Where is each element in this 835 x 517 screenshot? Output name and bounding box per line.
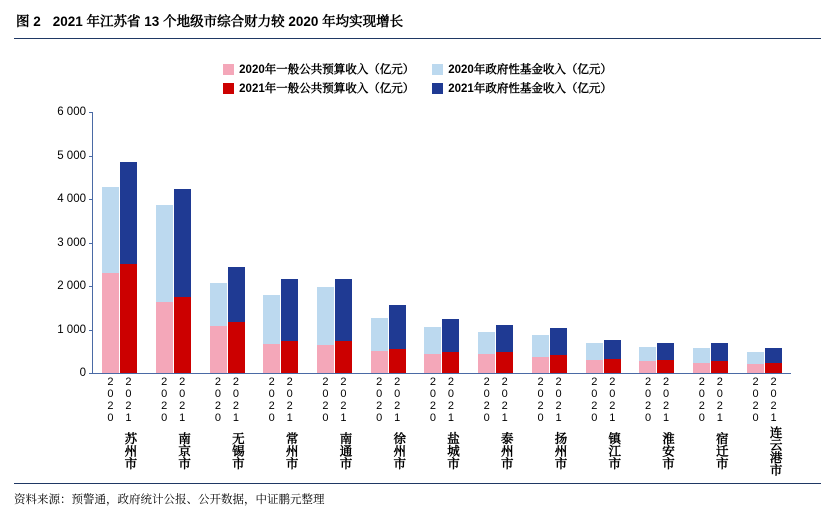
bar-segment-fund-income	[639, 347, 656, 362]
bar[interactable]	[317, 287, 334, 373]
bar[interactable]	[693, 348, 710, 373]
bar-segment-fund-income	[102, 187, 119, 273]
legend-label: 2021年政府性基金收入（亿元）	[448, 83, 612, 95]
bar[interactable]	[335, 279, 352, 373]
x-group-years	[747, 376, 782, 422]
x-group-years	[693, 376, 728, 422]
bar-segment-public-budget-income	[586, 360, 603, 373]
x-axis-city-label: 盐城市	[445, 432, 460, 470]
bar[interactable]	[389, 305, 406, 374]
bar-segment-fund-income	[496, 325, 513, 352]
bar-segment-fund-income	[156, 205, 173, 302]
bar[interactable]	[210, 283, 227, 373]
bar[interactable]	[657, 343, 674, 373]
legend-row	[223, 80, 612, 96]
bar[interactable]	[765, 348, 782, 373]
bar-group	[156, 112, 191, 373]
bar[interactable]	[604, 340, 621, 373]
y-axis-tick-label: 6 000	[57, 106, 86, 118]
bar-segment-public-budget-income	[102, 273, 119, 373]
x-group-years	[585, 376, 620, 422]
figure-title-bar	[14, 0, 821, 39]
x-axis-city-label: 连云港市	[768, 426, 783, 476]
x-axis-year-label: 2021	[713, 376, 726, 424]
x-axis-year-label: 2020	[588, 376, 601, 424]
bar-group	[747, 112, 782, 373]
bar-group	[478, 112, 513, 373]
x-group-years	[316, 376, 351, 422]
bar-segment-public-budget-income	[442, 352, 459, 373]
y-axis-tick-mark	[89, 156, 93, 157]
bar-group	[586, 112, 621, 373]
chart-plot-area	[14, 104, 821, 476]
x-axis-year-label: 2021	[122, 376, 135, 424]
bar[interactable]	[442, 319, 459, 373]
source-note: 资料来源：预警通，政府统计公报、公开数据，中证鹏元整理	[14, 483, 821, 507]
bar-segment-fund-income	[586, 343, 603, 360]
legend-swatch-icon	[223, 64, 234, 75]
x-group-years	[478, 376, 513, 422]
chart-legend	[14, 61, 821, 96]
bar-group	[424, 112, 459, 373]
bar[interactable]	[174, 189, 191, 373]
bar[interactable]	[496, 325, 513, 373]
bar-group	[532, 112, 567, 373]
x-axis-year-label: 2021	[229, 376, 242, 424]
x-axis-year-label: 2021	[337, 376, 350, 424]
figure-label: 图 2	[16, 14, 41, 29]
bar[interactable]	[639, 347, 656, 373]
x-axis-year-label: 2021	[283, 376, 296, 424]
bar-segment-public-budget-income	[711, 361, 728, 373]
legend-item[interactable]	[432, 80, 612, 96]
bar-segment-public-budget-income	[693, 363, 710, 373]
bar[interactable]	[371, 318, 388, 373]
x-group-years	[370, 376, 405, 422]
x-axis-city-label: 镇江市	[606, 432, 621, 470]
y-axis-tick-mark	[89, 199, 93, 200]
bar-segment-fund-income	[765, 348, 782, 363]
bar-segment-fund-income	[478, 332, 495, 354]
y-axis-tick-mark	[89, 286, 93, 287]
x-group-years	[639, 376, 674, 422]
legend-item[interactable]	[223, 61, 414, 77]
y-axis-tick-mark	[89, 243, 93, 244]
y-axis-tick-mark	[89, 373, 93, 374]
x-axis-city-label: 徐州市	[391, 432, 406, 470]
x-axis-year-label: 2021	[767, 376, 780, 424]
bar[interactable]	[711, 343, 728, 373]
bar[interactable]	[156, 205, 173, 373]
x-axis-city-label: 扬州市	[553, 432, 567, 470]
bar[interactable]	[586, 343, 603, 373]
bar[interactable]	[424, 327, 441, 373]
legend-item[interactable]	[432, 61, 612, 77]
x-axis-year-label: 2021	[606, 376, 619, 424]
bar[interactable]	[550, 328, 567, 373]
bar[interactable]	[747, 352, 764, 373]
bar-segment-fund-income	[389, 305, 406, 349]
bar-group	[317, 112, 352, 373]
x-axis-year-label: 2020	[373, 376, 386, 424]
x-axis-city-label: 苏州市	[122, 432, 137, 470]
x-axis-city-label: 常州市	[284, 432, 299, 470]
x-group-years	[532, 376, 567, 422]
y-axis-tick-label: 0	[79, 367, 86, 379]
legend-label: 2021年一般公共预算收入（亿元）	[239, 83, 415, 95]
bar-segment-public-budget-income	[120, 264, 137, 373]
bar-segment-fund-income	[442, 319, 459, 352]
y-axis-tick-label: 2 000	[57, 280, 86, 292]
bar[interactable]	[478, 332, 495, 373]
bar[interactable]	[281, 279, 298, 373]
y-axis-tick-label: 4 000	[57, 193, 86, 205]
bar-segment-fund-income	[532, 335, 549, 357]
bar-segment-public-budget-income	[532, 357, 549, 373]
bar-segment-public-budget-income	[389, 349, 406, 373]
bar-group	[693, 112, 728, 373]
x-axis-year-label: 2020	[319, 376, 332, 424]
x-axis-year-label: 2021	[391, 376, 404, 424]
x-axis-year-label: 2020	[642, 376, 655, 424]
x-group-years	[209, 376, 244, 422]
x-axis-city-label: 南京市	[176, 432, 191, 470]
x-axis-city-label: 南通市	[337, 432, 352, 470]
y-axis-tick-mark	[89, 330, 93, 331]
bar-segment-public-budget-income	[371, 351, 388, 373]
bar-segment-fund-income	[693, 348, 710, 363]
x-axis-year-label: 2021	[552, 376, 565, 424]
x-axis-year-label: 2020	[265, 376, 278, 424]
bar-segment-fund-income	[317, 287, 334, 346]
bar-segment-public-budget-income	[263, 344, 280, 373]
bar[interactable]	[120, 162, 137, 373]
bar-segment-fund-income	[371, 318, 388, 351]
bar-segment-fund-income	[604, 340, 621, 358]
bar-segment-fund-income	[228, 267, 245, 321]
x-axis-year-label: 2020	[104, 376, 117, 424]
legend-swatch-icon	[223, 83, 234, 94]
x-axis-year-label: 2020	[534, 376, 547, 424]
bar-group	[210, 112, 245, 373]
bar[interactable]	[532, 335, 549, 373]
page-title: 2021 年江苏省 13 个地级市综合财力较 2020 年均实现增长	[52, 14, 404, 29]
x-axis-year-label: 2020	[211, 376, 224, 424]
legend-item[interactable]	[223, 80, 414, 96]
x-axis-year-label: 2021	[444, 376, 457, 424]
y-axis-tick-label: 3 000	[57, 236, 86, 249]
y-axis-tick-label: 1 000	[57, 323, 86, 336]
bar-segment-public-budget-income	[424, 354, 441, 373]
bar-segment-fund-income	[424, 327, 441, 354]
bar-group	[263, 112, 298, 373]
x-group-years	[424, 376, 459, 422]
x-axis-city-labels	[92, 426, 791, 476]
bar-segment-fund-income	[550, 328, 567, 354]
bar-segment-fund-income	[335, 279, 352, 341]
x-group-years	[263, 376, 298, 422]
x-axis-year-label: 2021	[498, 376, 511, 424]
chart-axes	[57, 106, 791, 379]
bar-segment-public-budget-income	[604, 359, 621, 373]
bar-segment-fund-income	[657, 343, 674, 360]
bar[interactable]	[102, 187, 119, 373]
bar-groups	[93, 112, 791, 373]
x-axis-city-label: 淮安市	[660, 432, 675, 470]
bar-group	[639, 112, 674, 373]
bar-group	[371, 112, 406, 373]
bar-segment-fund-income	[747, 352, 764, 364]
legend-row	[223, 61, 612, 77]
bar-segment-public-budget-income	[228, 322, 245, 373]
x-axis-year-label: 2020	[749, 376, 762, 424]
bar-segment-public-budget-income	[281, 341, 298, 373]
bar-segment-fund-income	[120, 162, 137, 264]
bar-segment-fund-income	[263, 295, 280, 344]
x-axis-year-label: 2020	[480, 376, 493, 424]
x-axis-city-label: 宿迁市	[714, 432, 729, 470]
bar-segment-public-budget-income	[550, 355, 567, 373]
legend-swatch-icon	[432, 64, 443, 75]
legend-label: 2020年一般公共预算收入（亿元）	[239, 64, 415, 76]
x-group-years	[155, 376, 190, 422]
y-axis-tick-label: 5 000	[57, 149, 86, 162]
x-axis-year-label: 2020	[158, 376, 171, 424]
bar-segment-public-budget-income	[639, 361, 656, 373]
bar-segment-public-budget-income	[747, 364, 764, 373]
x-axis-city-label: 无锡市	[230, 432, 245, 470]
bar[interactable]	[228, 267, 245, 373]
legend-swatch-icon	[432, 83, 443, 94]
x-axis-year-labels	[92, 376, 791, 422]
y-axis-tick-mark	[89, 112, 93, 113]
bar-group	[102, 112, 137, 373]
bar-segment-public-budget-income	[317, 345, 334, 373]
bar-segment-public-budget-income	[210, 326, 227, 373]
bar-segment-public-budget-income	[765, 363, 782, 373]
bar-segment-fund-income	[174, 189, 191, 297]
legend-label: 2020年政府性基金收入（亿元）	[448, 64, 612, 76]
bar-segment-fund-income	[711, 343, 728, 361]
bar-segment-public-budget-income	[174, 297, 191, 373]
bar-segment-fund-income	[281, 279, 298, 341]
x-group-years	[101, 376, 136, 422]
bar-segment-public-budget-income	[335, 341, 352, 373]
bar-segment-public-budget-income	[156, 302, 173, 373]
x-axis-year-label: 2020	[426, 376, 439, 424]
x-axis-city-label: 泰州市	[499, 432, 514, 470]
bar-segment-public-budget-income	[478, 354, 495, 373]
bar-segment-public-budget-income	[496, 352, 513, 373]
x-axis-year-label: 2020	[695, 376, 708, 424]
bar[interactable]	[263, 295, 280, 373]
x-axis-year-label: 2021	[660, 376, 673, 424]
x-axis-year-label: 2021	[176, 376, 189, 424]
bar-segment-fund-income	[210, 283, 227, 326]
bar-segment-public-budget-income	[657, 360, 674, 373]
